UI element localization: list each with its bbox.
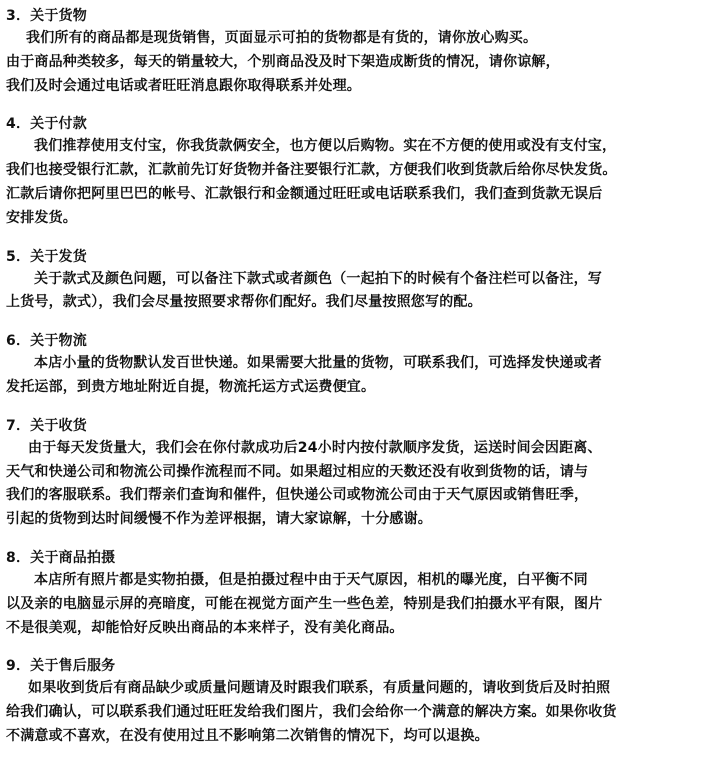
paragraph-line: 以及亲的电脑显示屏的亮暗度，可能在视觉方面产生一些色差，特别是我们拍摄水平有限，图片 [6, 595, 603, 612]
section-heading: 4．关于付款 [6, 116, 87, 133]
section-shipping [6, 246, 718, 316]
section-heading: 5．关于发货 [6, 248, 87, 265]
paragraph-line: 安排发货。 [6, 209, 77, 226]
section-receiving [6, 415, 718, 532]
paragraph-line: 发托运部，到贵方地址附近自提，物流托运方式运费便宜。 [6, 378, 376, 395]
section-heading: 7．关于收货 [6, 417, 87, 434]
paragraph-line: 本店小量的货物默认发百世快递。如果需要大批量的货物，可联系我们，可选择发快递或者 [34, 355, 602, 372]
section-goods [6, 5, 718, 98]
paragraph-line: 上货号，款式），我们会尽量按照要求帮你们配好。我们尽量按照您写的配。 [6, 294, 482, 311]
section-photography [6, 547, 718, 640]
policy-document [6, 5, 718, 749]
paragraph-line: 如果收到货后有商品缺少或质量问题请及时跟我们联系，有质量问题的，请收到货后及时拍照 [28, 680, 611, 697]
section-payment [6, 113, 718, 230]
paragraph-line: 我们也接受银行汇款，汇款前先订好货物并备注要银行汇款，方便我们收到货款后给你尽快发货。 [6, 162, 617, 179]
paragraph-line: 我们及时会通过电话或者旺旺消息跟你取得联系并处理。 [6, 77, 361, 94]
paragraph-line: 我们推荐使用支付宝，你我货款俩安全，也方便以后购物。实在不方便的使用或没有支付宝， [34, 138, 617, 155]
paragraph-line: 本店所有照片都是实物拍摄，但是拍摄过程中由于天气原因，相机的曝光度，白平衡不同 [34, 571, 588, 588]
paragraph-line: 给我们确认，可以联系我们通过旺旺发给我们图片，我们会给你一个满意的解决方案。如果你收货 [6, 704, 617, 721]
section-heading: 6．关于物流 [6, 333, 87, 350]
section-heading: 9．关于售后服务 [6, 658, 116, 675]
paragraph-line: 天气和快递公司和物流公司操作流程而不同。如果超过相应的天数还没有收到货物的话，请与 [6, 463, 589, 480]
paragraph-line: 不是很美观，却能恰好反映出商品的本来样子，没有美化商品。 [6, 619, 404, 636]
section-after-sales [6, 655, 718, 748]
paragraph-line: 引起的货物到达时间缓慢不作为差评根据，请大家谅解，十分感谢。 [6, 511, 432, 528]
section-logistics [6, 330, 718, 400]
paragraph-line: 我们的客服联系。我们帮亲们查询和催件，但快递公司或物流公司由于天气原因或销售旺季， [6, 487, 589, 504]
section-heading: 8．关于商品拍摄 [6, 549, 116, 566]
paragraph-line: 汇款后请你把阿里巴巴的帐号、汇款银行和金额通过旺旺或电话联系我们，我们查到货款无误后 [6, 185, 603, 202]
paragraph-line: 我们所有的商品都是现货销售，页面显示可拍的货物都是有货的，请你放心购买。 [26, 30, 538, 46]
section-heading: 3．关于货物 [6, 8, 87, 24]
paragraph-line: 关于款式及颜色问题，可以备注下款式或者颜色（一起拍下的时候有个备注栏可以备注，写 [34, 270, 602, 287]
paragraph-line: 由于商品种类较多，每天的销量较大，个别商品没及时下架造成断货的情况，请你谅解， [6, 53, 560, 70]
paragraph-line: 由于每天发货量大，我们会在你付款成功后24小时内按付款顺序发货，运送时间会因距离、 [28, 439, 602, 456]
paragraph-line: 不满意或不喜欢，在没有使用过且不影响第二次销售的情况下，均可以退换。 [6, 727, 489, 744]
